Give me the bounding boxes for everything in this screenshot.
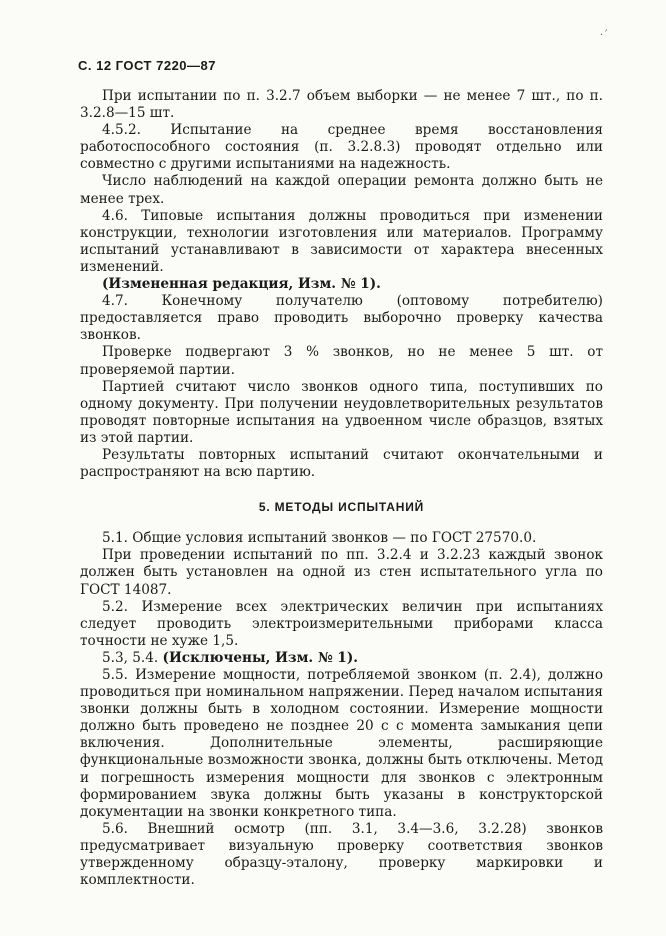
excluded-note-bold: (Исключены, Изм. № 1). — [162, 649, 358, 666]
paragraph: Число наблюдений на каждой операции ремонта должно быть не менее трех. — [80, 173, 603, 207]
paragraph: Партией считают число звонков одного типа, поступивших по одному документу. При получении неудовлетворительных результатов проводят повторные испытания на удвоенном числе образцов, взятых из этой партии. — [80, 378, 603, 446]
paragraph: При проведении испытаний по пп. 3.2.4 и 3.2.23 каждый звонок должен быть установлен на одной из стен испытательного угла по ГОСТ 14087. — [80, 547, 603, 598]
excluded-note: 5.3, 5.4. (Исключены, Изм. № 1). — [102, 649, 358, 666]
paragraph: 5.2. Измерение всех электрических величин при испытаниях следует проводить электроизмерительными приборами класса точности не хуже 1,5. — [80, 598, 603, 649]
paragraph: При испытании по п. 3.2.7 объем выборки — не менее 7 шт., по п. 3.2.8—15 шт. — [80, 88, 603, 122]
document-body — [80, 88, 603, 889]
paragraph: Результаты повторных испытаний считают окончательными и распространяют на всю партию. — [80, 446, 603, 481]
paragraph: 4.6. Типовые испытания должны проводиться при изменении конструкции, технологии изготовления или материалов. Программу испытаний устанавливают в зависимости от характера внесенных изменений. — [80, 207, 603, 275]
paragraph: 5.5. Измерение мощности, потребляемой звонком (п. 2.4), должно проводиться при номинальном напряжении. Перед началом испытания звонки должны быть в холодном состоянии. Измерение мощности должно быть проведено не позднее 20 с с момента замыкания цепи включения. Дополнительные элементы, расширяющие функциональные возможности звонка, должны быть отключены. Метод и погрешность измерения мощности для звонков с электронным формированием звука должны быть указаны в конструкторской документации на звонки конкретного типа. — [80, 667, 603, 820]
paragraph: 4.7. Конечному получателю (оптовому потребителю) предоставляется право проводить выборочно проверку качества звонков. — [80, 293, 603, 344]
paragraph: Проверке подвергают 3 % звонков, но не менее 5 шт. от проверяемой партии. — [80, 344, 603, 378]
page-header: С. 12 ГОСТ 7220—87 — [78, 58, 216, 73]
amendment-note: (Измененная редакция, Изм. № 1). — [102, 276, 381, 293]
paragraph: 5.1. Общие условия испытаний звонков — по ГОСТ 27570.0. — [102, 530, 537, 547]
corner-mark: ·´ — [600, 30, 609, 41]
section-title: 5. МЕТОДЫ ИСПЫТАНИЙ — [258, 500, 425, 515]
paragraph: 5.6. Внешний осмотр (пп. 3.1, 3.4—3.6, 3.2.28) звонков предусматривает визуальную проверку соответствия звонков утвержденному образцу-эталону, проверку маркировки и комплектности. — [80, 820, 603, 889]
paragraph: 4.5.2. Испытание на среднее время восстановления работоспособного состояния (п. 3.2.8.3) проводят отдельно или совместно с другими испытаниями на надежность. — [80, 122, 603, 173]
